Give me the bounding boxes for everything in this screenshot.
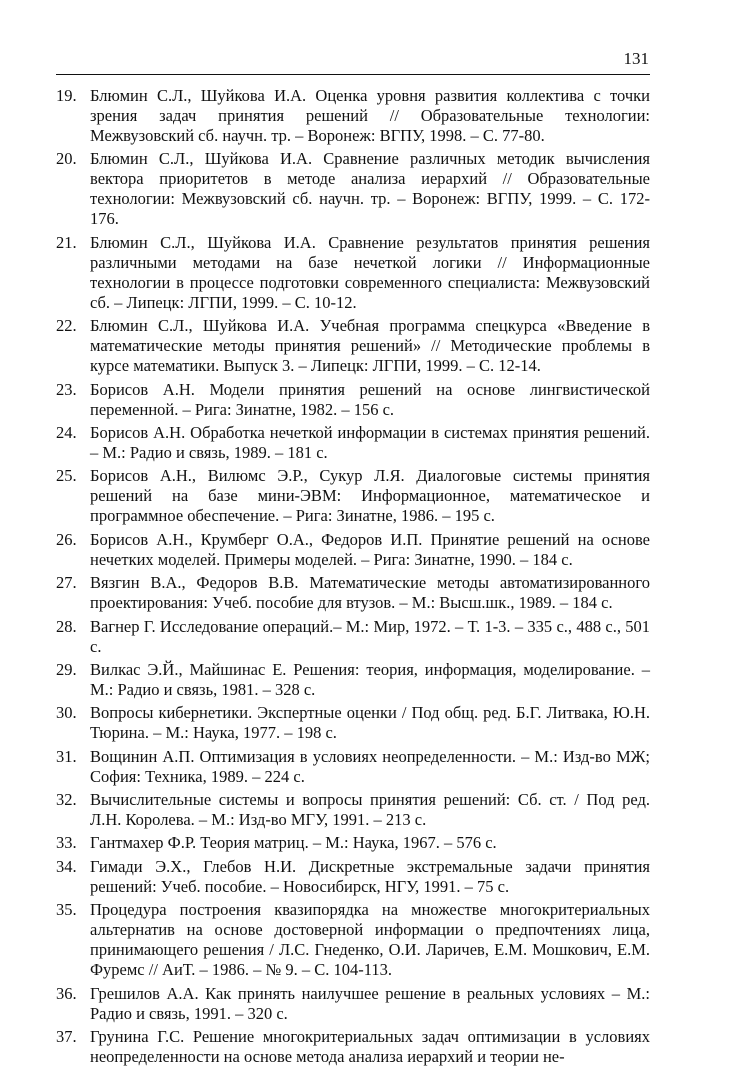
reference-number: 20. xyxy=(56,149,77,169)
reference-item xyxy=(56,86,650,146)
reference-item xyxy=(56,233,650,313)
reference-item xyxy=(56,573,650,613)
reference-text: Вагнер Г. Исследование операций.– М.: Мир, 1972. – Т. 1-3. – 335 с., 488 с., 501 с. xyxy=(90,616,650,656)
reference-number: 32. xyxy=(56,790,77,810)
reference-text: Грунина Г.С. Решение многокритериальных задач оптимизации в условиях неопределенности на основе метода анализа иерархий и теории не- xyxy=(90,1027,650,1067)
reference-number: 34. xyxy=(56,856,77,876)
reference-number: 28. xyxy=(56,616,77,636)
reference-text: Борисов А.Н. Обработка нечеткой информации в системах принятия решений. – М.: Радио и связь, 1989. – 181 с. xyxy=(90,422,650,462)
reference-text: Вилкас Э.Й., Майшинас Е. Решения: теория, информация, моделирование. – М.: Радио и связь, 1981. – 328 с. xyxy=(90,659,650,699)
reference-number: 23. xyxy=(56,379,77,399)
reference-text: Блюмин С.Л., Шуйкова И.А. Учебная программа спецкурса «Введение в математические методы принятия решений» // Методические проблемы в курсе математики. Выпуск 3. – Липецк: ЛГПИ, 1999. – С. 12-14. xyxy=(90,316,650,376)
reference-item xyxy=(56,900,650,980)
reference-item xyxy=(56,703,650,743)
reference-text: Блюмин С.Л., Шуйкова И.А. Сравнение результатов принятия решения различными методами на базе нечеткой логики // Информационные технологии в процессе подготовки современного специалиста: Межвузовский сб. – Липецк: ЛГПИ, 1999. – С. 10-12. xyxy=(90,232,650,312)
reference-text: Борисов А.Н., Вилюмс Э.Р., Сукур Л.Я. Диалоговые системы принятия решений на базе мини-ЭВМ: Информационное, математическое и программное обеспечение. – Рига: Зинатне, 1986. – 195 с. xyxy=(90,466,650,526)
reference-number: 21. xyxy=(56,232,77,252)
reference-number: 33. xyxy=(56,833,77,853)
reference-item xyxy=(56,1027,650,1067)
reference-text: Грешилов А.А. Как принять наилучшее решение в реальных условиях – М.: Радио и связь, 1991. – 320 с. xyxy=(90,983,650,1023)
reference-number: 27. xyxy=(56,573,77,593)
reference-item xyxy=(56,747,650,787)
reference-number: 24. xyxy=(56,422,77,442)
reference-item xyxy=(56,660,650,700)
reference-text: Борисов А.Н., Крумберг О.А., Федоров И.П. Принятие решений на основе нечетких моделей. Примеры моделей. – Рига: Зинатне, 1990. – 184 с. xyxy=(90,529,650,569)
reference-item xyxy=(56,466,650,526)
reference-item xyxy=(56,857,650,897)
reference-number: 31. xyxy=(56,746,77,766)
reference-text: Вычислительные системы и вопросы принятия решений: Сб. ст. / Под ред. Л.Н. Королева. – М.: Изд-во МГУ, 1991. – 213 с. xyxy=(90,790,650,830)
reference-text: Гимади Э.Х., Глебов Н.И. Дискретные экстремальные задачи принятия решений: Учеб. пособие. – Новосибирск, НГУ, 1991. – 75 с. xyxy=(90,856,650,896)
reference-text: Процедура построения квазипорядка на множестве многокритериальных альтернатив на основе достоверной информации о предпочтениях лица, принимающего решения / Л.С. Гнеденко, О.И. Ларичев, Е.М. Мошкович, Е.М. Фуремс // АиТ. – 1986. – № 9. – С. 104-113. xyxy=(90,900,650,980)
reference-number: 29. xyxy=(56,659,77,679)
reference-item xyxy=(56,530,650,570)
reference-list xyxy=(56,86,650,1070)
reference-text: Вопросы кибернетики. Экспертные оценки / Под общ. ред. Б.Г. Литвака, Ю.Н. Тюрина. – М.: Наука, 1977. – 198 с. xyxy=(90,703,650,743)
reference-text: Блюмин С.Л., Шуйкова И.А. Оценка уровня развития коллектива с точки зрения задач принятия решений // Образовательные технологии: Межвузовский сб. научн. тр. – Воронеж: ВГПУ, 1998. – С. 77-80. xyxy=(90,86,650,145)
reference-item xyxy=(56,984,650,1024)
reference-text: Блюмин С.Л., Шуйкова И.А. Сравнение различных методик вычисления вектора приоритетов в методе анализа иерархий // Образовательные технологии: Межвузовский сб. научн. тр. – Воронеж: ВГПУ, 1999. – С. 172-176. xyxy=(90,149,650,229)
reference-item xyxy=(56,316,650,376)
reference-number: 30. xyxy=(56,703,77,723)
page-number: 131 xyxy=(623,49,649,68)
reference-item xyxy=(56,617,650,657)
reference-text: Вощинин А.П. Оптимизация в условиях неопределенности. – М.: Изд-во МЖ; София: Техника, 1989. – 224 с. xyxy=(90,746,650,786)
reference-item xyxy=(56,423,650,463)
reference-text: Вязгин В.А., Федоров В.В. Математические методы автоматизированного проектирования: Учеб. пособие для втузов. – М.: Высш.шк., 1989. – 184 с. xyxy=(90,573,650,613)
reference-number: 26. xyxy=(56,529,77,549)
reference-number: 19. xyxy=(56,86,77,105)
reference-text: Борисов А.Н. Модели принятия решений на основе лингвистической переменной. – Рига: Зинатне, 1982. – 156 с. xyxy=(90,379,650,419)
reference-number: 37. xyxy=(56,1027,77,1047)
reference-number: 25. xyxy=(56,466,77,486)
reference-item xyxy=(56,149,650,229)
reference-text: Гантмахер Ф.Р. Теория матриц. – М.: Наука, 1967. – 576 с. xyxy=(90,833,497,853)
reference-number: 22. xyxy=(56,316,77,336)
header-rule xyxy=(56,74,650,75)
reference-item xyxy=(56,790,650,830)
reference-number: 35. xyxy=(56,900,77,920)
reference-number: 36. xyxy=(56,983,77,1003)
reference-item xyxy=(56,380,650,420)
reference-item xyxy=(56,833,650,853)
